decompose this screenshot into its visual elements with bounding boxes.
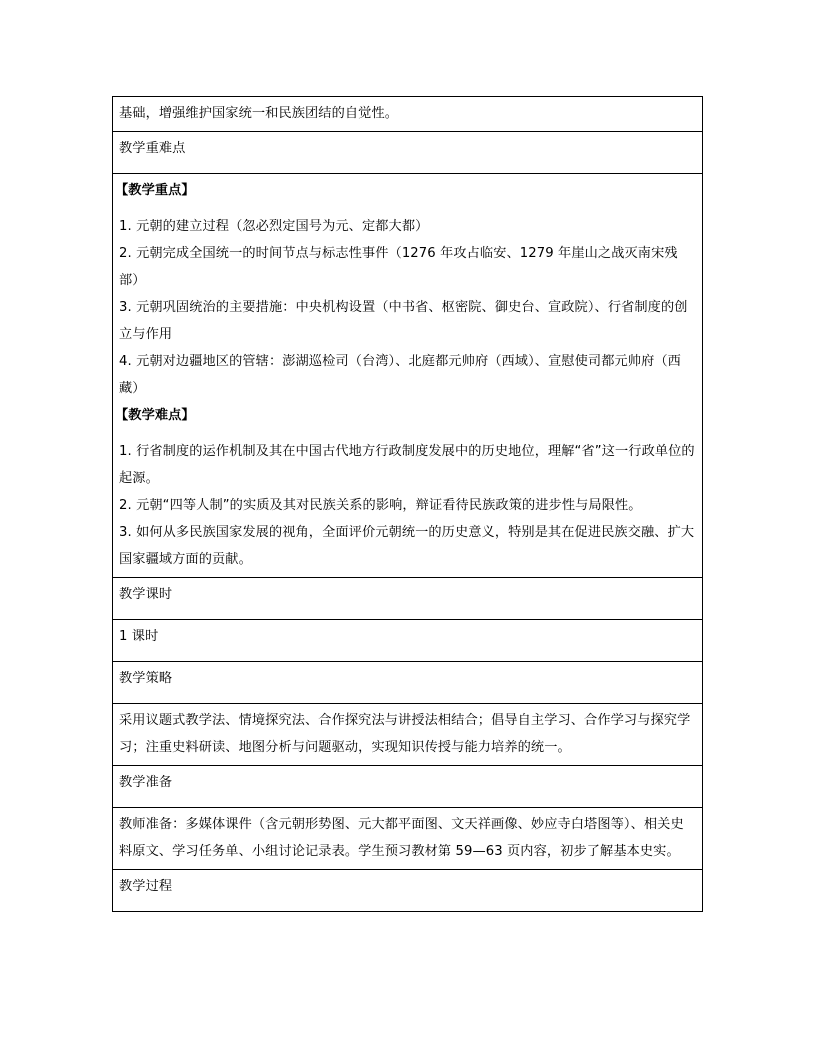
- section-label-difficulty: 教学重难点: [119, 141, 186, 156]
- table-row: [113, 97, 703, 132]
- hard-point-item: 2. 元朝“四等人制”的实质及其对民族关系的影响，辩证看待民族政策的进步性与局限性。: [119, 498, 642, 513]
- section-label-preparation: 教学准备: [119, 775, 173, 790]
- table-row: [113, 578, 703, 620]
- section-label-process: 教学过程: [119, 879, 173, 894]
- key-point-item: 2. 元朝完成全国统一的时间节点与标志性事件（1276 年攻占临安、1279 年崖山之战灭南宋残部）: [119, 246, 678, 288]
- strategy-value-cell: [113, 704, 703, 766]
- section-label-hours: 教学课时: [119, 587, 173, 602]
- preparation-label-cell: [113, 766, 703, 808]
- intro-cell: [113, 97, 703, 132]
- preparation-text: 教师准备：多媒体课件（含元朝形势图、元大都平面图、文天祥画像、妙应寺白塔图等）、相关史料原文、学习任务单、小组讨论记录表。学生预习教材第 59—63 页内容，初步了解基本史实。: [119, 817, 684, 859]
- process-label-cell: [113, 870, 703, 912]
- intro-line: 基础，增强维护国家统一和民族团结的自觉性。: [119, 106, 399, 121]
- hours-value-cell: [113, 620, 703, 662]
- table-row: [113, 870, 703, 912]
- hours-label-cell: [113, 578, 703, 620]
- strategy-label-cell: [113, 662, 703, 704]
- table-row: [113, 174, 703, 578]
- key-point-item: 4. 元朝对边疆地区的管辖：澎湖巡检司（台湾）、北庭都元帅府（西域）、宣慰使司都元帅府（西藏）: [119, 354, 681, 396]
- table-row: [113, 132, 703, 174]
- hours-value: 1 课时: [119, 629, 159, 644]
- hard-points-heading: 【教学难点】: [115, 408, 195, 423]
- table-row: [113, 620, 703, 662]
- preparation-value-cell: [113, 808, 703, 870]
- difficulty-content-cell: [113, 174, 703, 578]
- hard-point-item: 1. 行省制度的运作机制及其在中国古代地方行政制度发展中的历史地位，理解“省”这一行政单位的起源。: [119, 444, 695, 486]
- difficulty-label-cell: [113, 132, 703, 174]
- hard-point-item: 3. 如何从多民族国家发展的视角，全面评价元朝统一的历史意义，特别是其在促进民族交融、扩大国家疆域方面的贡献。: [119, 525, 695, 567]
- key-point-item: 3. 元朝巩固统治的主要措施：中央机构设置（中书省、枢密院、御史台、宣政院）、行省制度的创立与作用: [119, 300, 688, 342]
- table-row: [113, 704, 703, 766]
- strategy-text: 采用议题式教学法、情境探究法、合作探究法与讲授法相结合；倡导自主学习、合作学习与探究学习；注重史料研读、地图分析与问题驱动，实现知识传授与能力培养的统一。: [119, 713, 691, 755]
- key-point-item: 1. 元朝的建立过程（忽必烈定国号为元、定都大都）: [119, 219, 429, 234]
- table-row: [113, 662, 703, 704]
- key-points-heading: 【教学重点】: [115, 183, 195, 198]
- section-label-strategy: 教学策略: [119, 671, 173, 686]
- table-row: [113, 766, 703, 808]
- table-row: [113, 808, 703, 870]
- lesson-plan-table: [112, 96, 703, 912]
